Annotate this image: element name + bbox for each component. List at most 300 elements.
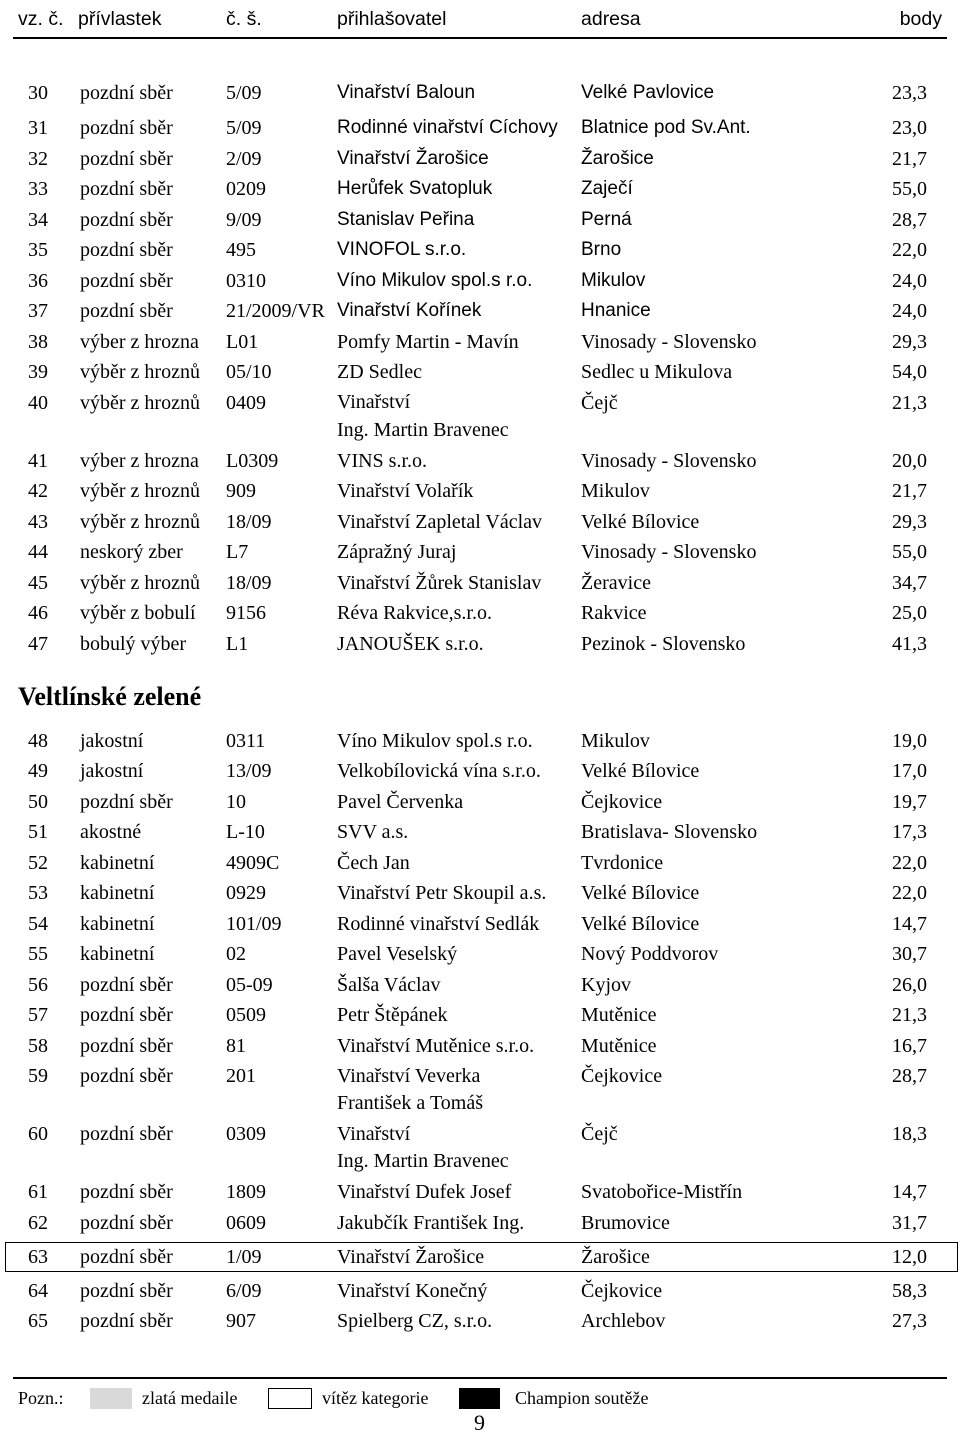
row-attribute: kabinetní bbox=[80, 851, 155, 874]
row-applicant bbox=[337, 1119, 509, 1176]
row-attribute: výběr z hroznů bbox=[80, 510, 200, 533]
row-sample-number: 0309 bbox=[226, 1123, 266, 1146]
row-sample-number: 9156 bbox=[226, 602, 266, 624]
row-points: 18,3 bbox=[892, 1123, 927, 1146]
applicant-line: ZD Sedlec bbox=[337, 361, 422, 383]
row-number: 31 bbox=[28, 117, 48, 139]
table-row bbox=[0, 205, 960, 236]
applicant-line: VINS s.r.o. bbox=[337, 449, 428, 472]
gold-medal-swatch bbox=[90, 1388, 132, 1409]
row-points: 14,7 bbox=[892, 1181, 927, 1204]
table-row bbox=[0, 848, 960, 879]
page-number: 9 bbox=[474, 1410, 485, 1435]
row-address: Bratislava- Slovensko bbox=[581, 821, 758, 844]
row-address: Žarošice bbox=[581, 147, 654, 169]
row-attribute: pozdní sběr bbox=[80, 1065, 173, 1088]
row-number: 46 bbox=[28, 602, 48, 624]
applicant-line: Rodinné vinařství Sedlák bbox=[337, 912, 540, 935]
table-row bbox=[0, 909, 960, 940]
row-applicant bbox=[337, 235, 466, 266]
row-attribute: kabinetní bbox=[80, 943, 155, 966]
row-number: 41 bbox=[28, 449, 48, 472]
applicant-line: Velkobílovická vína s.r.o. bbox=[337, 760, 541, 783]
applicant-line: Vinařství Zapletal Václav bbox=[337, 510, 543, 533]
row-address: Vinosady - Slovensko bbox=[581, 541, 757, 563]
row-points: 24,0 bbox=[892, 300, 927, 322]
applicant-line: Réva Rakvice,s.r.o. bbox=[337, 602, 492, 624]
row-attribute: pozdní sběr bbox=[80, 1123, 173, 1146]
row-address: Kyjov bbox=[581, 973, 631, 996]
table-row bbox=[0, 113, 960, 144]
row-attribute: pozdní sběr bbox=[80, 1181, 173, 1204]
row-attribute: pozdní sběr bbox=[80, 239, 173, 261]
applicant-line: VINOFOL s.r.o. bbox=[337, 239, 467, 260]
row-address: Mikulov bbox=[581, 480, 650, 502]
row-number: 57 bbox=[28, 1004, 48, 1027]
applicant-line: SVV a.s. bbox=[337, 821, 409, 844]
table-row bbox=[0, 1208, 960, 1239]
row-address: Svatobořice-Mistřín bbox=[581, 1181, 743, 1204]
legend-gold-label: zlatá medaile bbox=[142, 1388, 238, 1408]
applicant-line: Vinařství Žarošice bbox=[337, 1245, 485, 1268]
row-attribute: pozdní sběr bbox=[80, 790, 173, 813]
row-points: 19,7 bbox=[892, 790, 927, 813]
row-number: 36 bbox=[28, 269, 48, 292]
row-address: Čejkovice bbox=[581, 1065, 663, 1088]
row-applicant bbox=[337, 939, 457, 970]
row-applicant bbox=[337, 1276, 487, 1307]
row-address: Blatnice pod Sv.Ant. bbox=[581, 117, 751, 138]
table-row bbox=[0, 756, 960, 787]
applicant-line: Šalša Václav bbox=[337, 973, 441, 996]
row-attribute: výběr z hroznů bbox=[80, 480, 200, 502]
table-row bbox=[0, 598, 960, 629]
table-row bbox=[0, 1177, 960, 1208]
row-attribute: jakostní bbox=[80, 729, 144, 752]
row-points: 17,3 bbox=[892, 821, 927, 844]
row-address: Velké Bílovice bbox=[581, 912, 700, 935]
table-row bbox=[0, 568, 960, 599]
row-number: 56 bbox=[28, 973, 48, 996]
row-sample-number: L0309 bbox=[226, 449, 279, 472]
row-sample-number: 6/09 bbox=[226, 1279, 262, 1302]
row-applicant bbox=[337, 756, 541, 787]
row-attribute: pozdní sběr bbox=[80, 1034, 173, 1057]
applicant-line: Petr Štěpánek bbox=[337, 1004, 448, 1027]
row-address: Zaječí bbox=[581, 178, 633, 199]
row-attribute: kabinetní bbox=[80, 882, 155, 905]
row-address: Mutěnice bbox=[581, 1034, 657, 1057]
row-applicant bbox=[337, 1177, 511, 1208]
row-address: Brumovice bbox=[581, 1211, 670, 1234]
row-applicant bbox=[337, 1061, 483, 1118]
row-attribute: akostné bbox=[80, 821, 142, 844]
row-applicant bbox=[337, 388, 509, 445]
row-points: 20,0 bbox=[892, 449, 927, 472]
row-applicant bbox=[337, 357, 422, 388]
row-address: Velké Bílovice bbox=[581, 510, 700, 533]
row-applicant bbox=[337, 537, 456, 568]
row-attribute: pozdní sběr bbox=[80, 1211, 173, 1234]
table-row bbox=[0, 537, 960, 568]
table-row bbox=[0, 787, 960, 818]
row-address: Tvrdonice bbox=[581, 851, 664, 874]
row-sample-number: 0609 bbox=[226, 1211, 266, 1234]
header-address: adresa bbox=[581, 8, 641, 30]
row-number: 40 bbox=[28, 391, 48, 414]
table-header bbox=[0, 6, 960, 32]
row-applicant bbox=[337, 817, 408, 848]
applicant-line: František a Tomáš bbox=[337, 1092, 483, 1115]
row-attribute: pozdní sběr bbox=[80, 82, 173, 104]
row-number: 48 bbox=[28, 729, 48, 752]
row-address: Mikulov bbox=[581, 729, 650, 752]
row-applicant bbox=[337, 1000, 448, 1031]
row-points: 30,7 bbox=[892, 943, 927, 966]
row-points: 41,3 bbox=[892, 632, 927, 655]
row-number: 39 bbox=[28, 361, 48, 383]
row-attribute: pozdní sběr bbox=[80, 973, 173, 996]
applicant-line: Pavel Veselský bbox=[337, 943, 458, 966]
row-sample-number: 18/09 bbox=[226, 510, 272, 533]
table-row bbox=[0, 388, 960, 446]
row-applicant bbox=[337, 629, 484, 660]
row-address: Brno bbox=[581, 239, 622, 260]
row-address: Perná bbox=[581, 208, 632, 230]
applicant-line: Vinařství Konečný bbox=[337, 1279, 488, 1302]
applicant-line: Rodinné vinařství Cíchovy bbox=[337, 117, 558, 138]
row-number: 38 bbox=[28, 330, 48, 353]
row-sample-number: 4909C bbox=[226, 851, 280, 874]
applicant-line: Vinařství bbox=[337, 1122, 411, 1145]
row-attribute: pozdní sběr bbox=[80, 1245, 173, 1268]
row-attribute: výběr z hroznů bbox=[80, 571, 200, 594]
row-points: 54,0 bbox=[892, 361, 927, 383]
header-divider bbox=[13, 37, 947, 39]
table-row bbox=[0, 476, 960, 507]
row-points: 14,7 bbox=[892, 912, 927, 935]
row-sample-number: 1/09 bbox=[226, 1245, 262, 1268]
row-number: 53 bbox=[28, 882, 48, 905]
row-number: 49 bbox=[28, 760, 48, 783]
row-sample-number: 907 bbox=[226, 1310, 256, 1333]
row-address: Nový Poddvorov bbox=[581, 943, 719, 966]
row-number: 45 bbox=[28, 571, 48, 594]
row-number: 60 bbox=[28, 1123, 48, 1146]
row-sample-number: L7 bbox=[226, 541, 249, 563]
row-points: 21,7 bbox=[892, 147, 927, 170]
row-address: Vinosady - Slovensko bbox=[581, 330, 757, 353]
row-attribute: pozdní sběr bbox=[80, 300, 173, 322]
row-applicant bbox=[337, 726, 533, 757]
row-address: Velké Bílovice bbox=[581, 760, 700, 783]
row-sample-number: 909 bbox=[226, 480, 256, 502]
row-address: Velké Bílovice bbox=[581, 882, 700, 905]
row-attribute: kabinetní bbox=[80, 912, 155, 935]
header-number: vz. č. bbox=[18, 8, 64, 30]
row-address: Sedlec u Mikulova bbox=[581, 361, 733, 383]
row-points: 21,7 bbox=[892, 480, 927, 502]
row-applicant bbox=[337, 113, 558, 144]
row-points: 23,0 bbox=[892, 117, 927, 139]
row-attribute: výber z hrozna bbox=[80, 330, 199, 353]
row-applicant bbox=[337, 1306, 492, 1337]
row-points: 28,7 bbox=[892, 1065, 927, 1088]
row-address: Čejč bbox=[581, 391, 618, 414]
row-sample-number: 18/09 bbox=[226, 571, 272, 594]
applicant-line: Čech Jan bbox=[337, 851, 410, 874]
row-sample-number: 5/09 bbox=[226, 117, 262, 139]
row-attribute: výběr z hroznů bbox=[80, 361, 200, 383]
row-number: 42 bbox=[28, 480, 48, 502]
row-address: Čejkovice bbox=[581, 1279, 663, 1302]
row-address: Žeravice bbox=[581, 571, 651, 594]
applicant-line: JANOUŠEK s.r.o. bbox=[337, 632, 484, 655]
table-row bbox=[0, 1306, 960, 1337]
row-sample-number: 0310 bbox=[226, 269, 266, 292]
applicant-line: Vinařství Kořínek bbox=[337, 300, 482, 321]
row-applicant bbox=[337, 266, 532, 297]
row-points: 29,3 bbox=[892, 510, 927, 533]
row-number: 61 bbox=[28, 1181, 48, 1204]
table-row bbox=[0, 78, 960, 109]
row-sample-number: 0311 bbox=[226, 729, 266, 752]
row-number: 59 bbox=[28, 1065, 48, 1088]
row-number: 55 bbox=[28, 943, 48, 966]
row-points: 21,3 bbox=[892, 1004, 927, 1027]
row-points: 31,7 bbox=[892, 1211, 927, 1234]
legend-champion-label: Champion soutěže bbox=[515, 1388, 649, 1408]
row-sample-number: 05-09 bbox=[226, 973, 273, 996]
table-row bbox=[0, 726, 960, 757]
row-address: Archlebov bbox=[581, 1310, 666, 1333]
row-points: 16,7 bbox=[892, 1034, 927, 1057]
row-number: 30 bbox=[28, 82, 48, 104]
row-attribute: jakostní bbox=[80, 760, 144, 783]
row-applicant bbox=[337, 848, 410, 879]
row-number: 51 bbox=[28, 821, 48, 844]
row-attribute: pozdní sběr bbox=[80, 1279, 173, 1302]
row-points: 12,0 bbox=[892, 1245, 927, 1268]
row-address: Vinosady - Slovensko bbox=[581, 449, 757, 472]
applicant-line: Ing. Martin Bravenec bbox=[337, 1150, 509, 1173]
table-row bbox=[0, 507, 960, 538]
applicant-line: Vinařství Žarošice bbox=[337, 147, 489, 169]
row-sample-number: 0409 bbox=[226, 391, 266, 414]
row-applicant bbox=[337, 1208, 524, 1239]
table-row bbox=[0, 1031, 960, 1062]
table-row bbox=[0, 266, 960, 297]
row-number: 63 bbox=[28, 1245, 48, 1268]
table-row bbox=[0, 939, 960, 970]
applicant-line: Víno Mikulov spol.s r.o. bbox=[337, 729, 533, 752]
row-sample-number: L-10 bbox=[226, 821, 265, 844]
applicant-line: Vinařství Dufek Josef bbox=[337, 1181, 512, 1204]
row-attribute: pozdní sběr bbox=[80, 208, 173, 231]
applicant-line: Vinařství Veverka bbox=[337, 1064, 481, 1087]
row-sample-number: 81 bbox=[226, 1034, 246, 1057]
row-sample-number: 21/2009/VR bbox=[226, 300, 325, 322]
table-row bbox=[0, 357, 960, 388]
table-row bbox=[0, 235, 960, 266]
footer-divider bbox=[13, 1377, 947, 1379]
row-number: 50 bbox=[28, 790, 48, 813]
row-attribute: výběr z hroznů bbox=[80, 391, 200, 414]
legend-winner-label: vítěz kategorie bbox=[322, 1388, 429, 1408]
row-sample-number: 0209 bbox=[226, 178, 266, 200]
applicant-line: Jakubčík František Ing. bbox=[337, 1211, 525, 1234]
row-address: Čejč bbox=[581, 1123, 618, 1146]
applicant-line: Vinařství Volařík bbox=[337, 480, 474, 502]
row-sample-number: 2/09 bbox=[226, 147, 262, 170]
applicant-line: Pomfy Martin - Mavín bbox=[337, 330, 519, 353]
row-sample-number: 495 bbox=[226, 239, 256, 261]
header-sample: č. š. bbox=[226, 8, 262, 30]
table-row bbox=[0, 296, 960, 327]
row-sample-number: 101/09 bbox=[226, 912, 282, 935]
row-sample-number: 201 bbox=[226, 1065, 256, 1088]
row-attribute: pozdní sběr bbox=[80, 1310, 173, 1333]
row-number: 33 bbox=[28, 178, 48, 200]
row-number: 32 bbox=[28, 147, 48, 170]
row-number: 37 bbox=[28, 300, 48, 322]
applicant-line: Vinařství Baloun bbox=[337, 82, 476, 103]
row-applicant bbox=[337, 568, 541, 599]
applicant-line: Stanislav Peřina bbox=[337, 208, 475, 230]
row-attribute: pozdní sběr bbox=[80, 147, 173, 170]
table-row bbox=[0, 174, 960, 205]
row-address: Čejkovice bbox=[581, 790, 663, 813]
row-applicant bbox=[337, 174, 492, 205]
row-attribute: pozdní sběr bbox=[80, 1004, 173, 1027]
row-address: Hnanice bbox=[581, 300, 651, 321]
row-number: 54 bbox=[28, 912, 48, 935]
row-sample-number: L01 bbox=[226, 330, 259, 353]
row-applicant bbox=[337, 507, 542, 538]
table-row bbox=[0, 1119, 960, 1177]
row-sample-number: 0929 bbox=[226, 882, 266, 905]
row-points: 25,0 bbox=[892, 602, 927, 624]
table-row bbox=[0, 327, 960, 358]
row-sample-number: 0509 bbox=[226, 1004, 266, 1027]
row-sample-number: L1 bbox=[226, 632, 249, 655]
row-applicant bbox=[337, 144, 489, 175]
row-points: 22,0 bbox=[892, 851, 927, 874]
row-applicant bbox=[337, 296, 481, 327]
row-points: 55,0 bbox=[892, 541, 927, 563]
row-applicant bbox=[337, 205, 474, 236]
row-points: 58,3 bbox=[892, 1279, 927, 1302]
applicant-line: Ing. Martin Bravenec bbox=[337, 418, 509, 441]
row-attribute: neskorý zber bbox=[80, 541, 183, 563]
row-applicant bbox=[337, 446, 427, 477]
row-applicant bbox=[337, 1031, 534, 1062]
row-applicant bbox=[337, 598, 492, 629]
row-address: Velké Pavlovice bbox=[581, 82, 715, 103]
row-points: 26,0 bbox=[892, 973, 927, 996]
row-applicant bbox=[337, 476, 473, 507]
applicant-line: Vinařství Petr Skoupil a.s. bbox=[337, 882, 547, 905]
row-address: Mikulov bbox=[581, 269, 646, 291]
table-row bbox=[0, 629, 960, 660]
header-applicant: přihlašovatel bbox=[337, 8, 447, 30]
row-number: 34 bbox=[28, 208, 48, 231]
row-number: 62 bbox=[28, 1211, 48, 1234]
row-sample-number: 10 bbox=[226, 790, 246, 813]
row-applicant bbox=[337, 970, 441, 1001]
row-points: 29,3 bbox=[892, 330, 927, 353]
row-applicant bbox=[337, 909, 539, 940]
section-title: Veltlínské zelené bbox=[18, 682, 202, 711]
header-attribute: přívlastek bbox=[78, 8, 162, 30]
row-number: 65 bbox=[28, 1310, 48, 1333]
row-applicant bbox=[337, 327, 519, 358]
applicant-line: Zápražný Juraj bbox=[337, 541, 457, 563]
row-sample-number: 1809 bbox=[226, 1181, 266, 1204]
row-applicant bbox=[337, 878, 546, 909]
row-points: 27,3 bbox=[892, 1310, 927, 1333]
row-address: Rakvice bbox=[581, 602, 647, 624]
row-number: 44 bbox=[28, 541, 48, 563]
row-applicant bbox=[337, 1242, 484, 1273]
applicant-line: Pavel Červenka bbox=[337, 790, 464, 813]
row-applicant bbox=[337, 787, 463, 818]
table-row bbox=[0, 1061, 960, 1119]
row-points: 22,0 bbox=[892, 239, 927, 261]
row-attribute: výběr z bobulí bbox=[80, 602, 196, 624]
row-attribute: pozdní sběr bbox=[80, 178, 173, 200]
row-attribute: pozdní sběr bbox=[80, 269, 173, 292]
row-points: 24,0 bbox=[892, 269, 927, 292]
row-number: 43 bbox=[28, 510, 48, 533]
applicant-line: Víno Mikulov spol.s r.o. bbox=[337, 269, 533, 291]
table-row bbox=[0, 1276, 960, 1307]
applicant-line: Vinařství bbox=[337, 391, 411, 413]
header-points: body bbox=[899, 8, 942, 30]
applicant-line: Spielberg CZ, s.r.o. bbox=[337, 1310, 493, 1333]
row-sample-number: 5/09 bbox=[226, 82, 262, 104]
row-attribute: bobulý výber bbox=[80, 632, 187, 655]
row-number: 52 bbox=[28, 851, 48, 874]
row-points: 19,0 bbox=[892, 729, 927, 752]
table-row bbox=[0, 144, 960, 175]
row-sample-number: 02 bbox=[226, 943, 246, 966]
table-row bbox=[0, 1000, 960, 1031]
row-number: 64 bbox=[28, 1279, 48, 1302]
applicant-line: Herůfek Svatopluk bbox=[337, 178, 493, 199]
legend-note: Pozn.: bbox=[18, 1388, 64, 1408]
applicant-line: Vinařství Mutěnice s.r.o. bbox=[337, 1034, 535, 1057]
table-row-category-winner bbox=[0, 1242, 960, 1273]
table-row bbox=[0, 817, 960, 848]
table-row bbox=[0, 970, 960, 1001]
table-row bbox=[0, 878, 960, 909]
row-points: 55,0 bbox=[892, 178, 927, 200]
row-sample-number: 9/09 bbox=[226, 208, 262, 231]
table-row bbox=[0, 446, 960, 477]
row-address: Žarošice bbox=[581, 1245, 650, 1268]
row-applicant bbox=[337, 78, 475, 109]
applicant-line: Vinařství Žůrek Stanislav bbox=[337, 571, 542, 594]
row-points: 17,0 bbox=[892, 760, 927, 783]
row-attribute: výber z hrozna bbox=[80, 449, 199, 472]
row-number: 35 bbox=[28, 239, 48, 261]
row-points: 23,3 bbox=[892, 82, 927, 104]
row-sample-number: 05/10 bbox=[226, 361, 272, 383]
row-points: 28,7 bbox=[892, 208, 927, 231]
row-number: 47 bbox=[28, 632, 48, 655]
row-address: Pezinok - Slovensko bbox=[581, 632, 746, 655]
